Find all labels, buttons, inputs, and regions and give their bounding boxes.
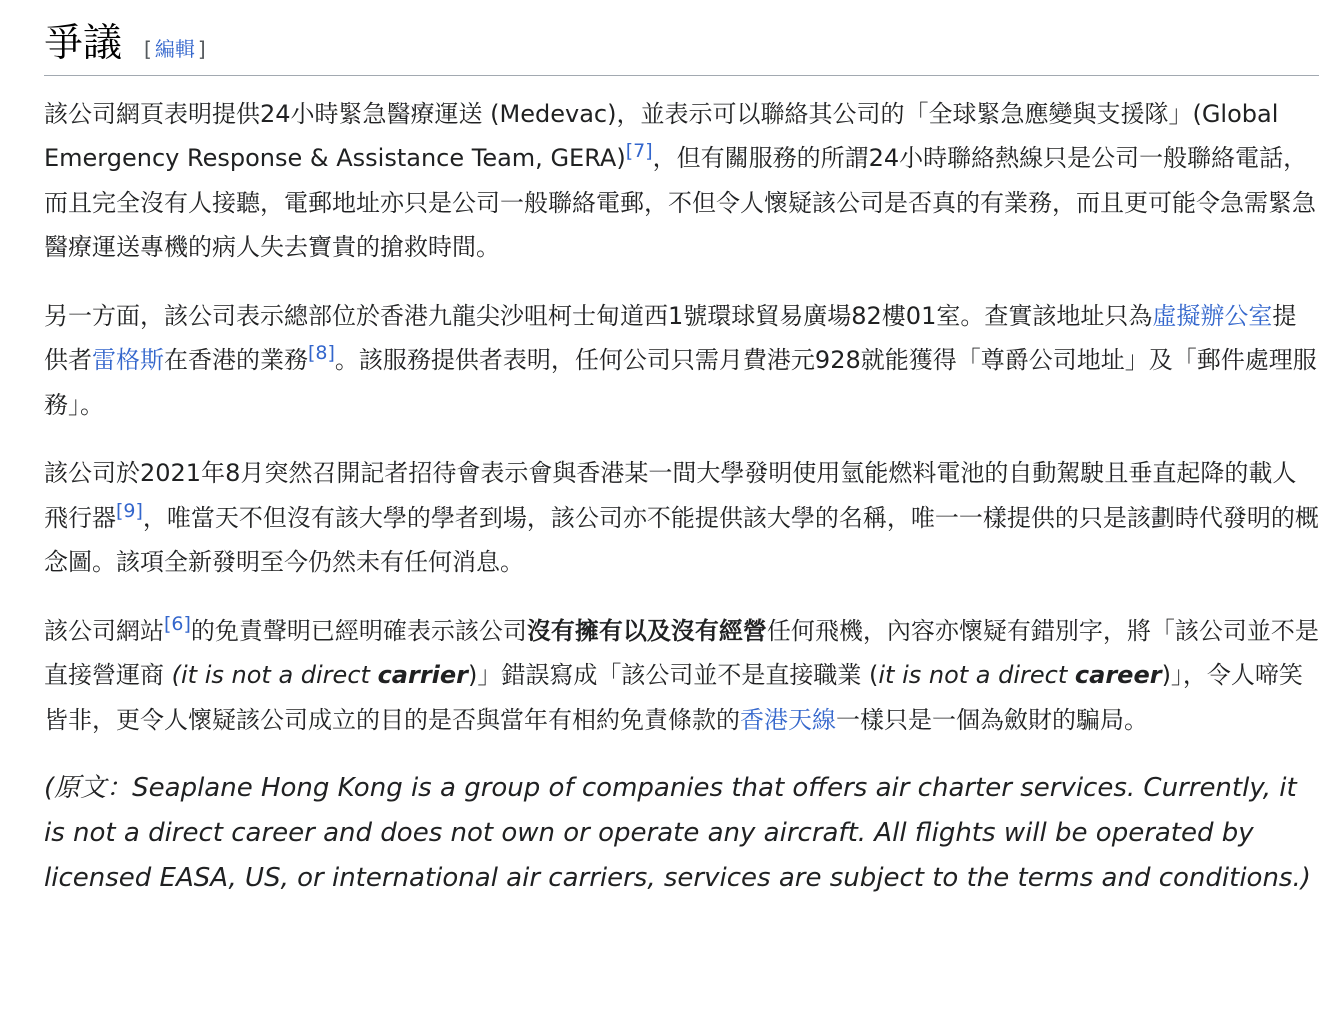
text: ，但有關服務的所謂24小時聯絡熱線只是公司一般聯絡電話，而且完全沒有人接聽，電郵地址亦只是公司一般聯絡電郵，不但令人懷疑該公司是否真的有業務，而且更可能令急需緊急醫療運送專機的病人失去寶貴的搶救時間。 bbox=[44, 144, 1316, 262]
article-content bbox=[44, 20, 1319, 925]
reference-6 bbox=[164, 613, 191, 635]
text: 該公司於2021年8月突然召開記者招待會表示會與香港某一間大學發明使用氫能燃料電池的自動駕駛且垂直起降的載人飛行器 bbox=[44, 459, 1297, 532]
reference-link[interactable]: [8] bbox=[308, 342, 335, 365]
reference-link[interactable]: [9] bbox=[116, 499, 143, 522]
text: 一樣只是一個為斂財的騙局。 bbox=[836, 705, 1148, 734]
reference-7 bbox=[626, 140, 653, 162]
text: 提供者 bbox=[44, 301, 1297, 375]
paragraph-medevac bbox=[44, 92, 1319, 270]
text: 該公司網頁表明提供24小時緊急醫療運送 (Medevac)，並表示可以聯絡其公司的「全球緊急應變與支援隊」(Global Emergency Response & Assistance Team, GERA) bbox=[44, 99, 1279, 173]
link-hk-antenna[interactable]: 香港天線 bbox=[740, 705, 836, 734]
bold-text: 沒有擁有以及沒有經營 bbox=[526, 616, 767, 645]
paragraph-headquarters bbox=[44, 294, 1319, 428]
bold-italic-word: career bbox=[1074, 661, 1162, 690]
reference-9 bbox=[116, 500, 143, 522]
link-regus[interactable]: 雷格斯 bbox=[92, 346, 164, 375]
paragraph-disclaimer bbox=[44, 609, 1319, 743]
italic-part: it is not a direct bbox=[878, 661, 1075, 690]
link-virtual-office[interactable]: 虛擬辦公室 bbox=[1152, 301, 1273, 330]
reference-8 bbox=[308, 342, 335, 364]
text: 另一方面，該公司表示總部位於香港九龍尖沙咀柯士甸道西1號環球貿易廣場82樓01室。查實該地址只為 bbox=[44, 301, 1153, 330]
text: )」錯誤寫成「該公司並不是直接職業 ( bbox=[468, 661, 879, 690]
reference-link[interactable]: [7] bbox=[625, 140, 653, 163]
text: )」，令人啼笑皆非，更令人懷疑該公司成立的目的是否與當年有相約免責條款的 bbox=[44, 661, 1303, 734]
edit-bracket-close: ] bbox=[197, 37, 206, 61]
italic-text bbox=[172, 661, 468, 689]
reference-link[interactable]: [6] bbox=[164, 612, 191, 635]
text: ，唯當天不但沒有該大學的學者到場，該公司亦不能提供該大學的名稱，唯一一樣提供的只是該劃時代發明的概念圖。該項全新發明至今仍然未有任何消息。 bbox=[44, 503, 1319, 577]
text: 的免責聲明已經明確表示該公司 bbox=[190, 616, 527, 645]
edit-bracket-open: [ bbox=[144, 37, 152, 61]
section-title: 爭議 bbox=[44, 21, 123, 66]
section-heading bbox=[44, 20, 1319, 76]
italic-text bbox=[878, 661, 1161, 689]
text: 在香港的業務 bbox=[164, 346, 308, 375]
paragraph-aircraft-invention bbox=[44, 451, 1319, 585]
text: 。該服務提供者表明，任何公司只需月費港元928就能獲得「尊爵公司地址」及「郵件處理服務」。 bbox=[44, 346, 1317, 419]
italic-part: (it is not a direct bbox=[171, 661, 378, 690]
bold-italic-word: carrier bbox=[377, 661, 468, 690]
original-disclaimer-quote: (原文：Seaplane Hong Kong is a group of companies that offers air charter services. Currently, it is not a direct career and does not own or operate any aircraft. All flights will be operated by licensed EASA, US, or international air carriers, services are subject to the terms and conditions.) bbox=[44, 773, 1311, 894]
text: 任何飛機，內容亦懷疑有錯別字，將「該公司並不是直接營運商 bbox=[44, 616, 1319, 690]
text: 該公司網站 bbox=[44, 616, 164, 645]
edit-section-link[interactable]: 編輯 bbox=[154, 37, 195, 61]
edit-section bbox=[144, 33, 206, 62]
